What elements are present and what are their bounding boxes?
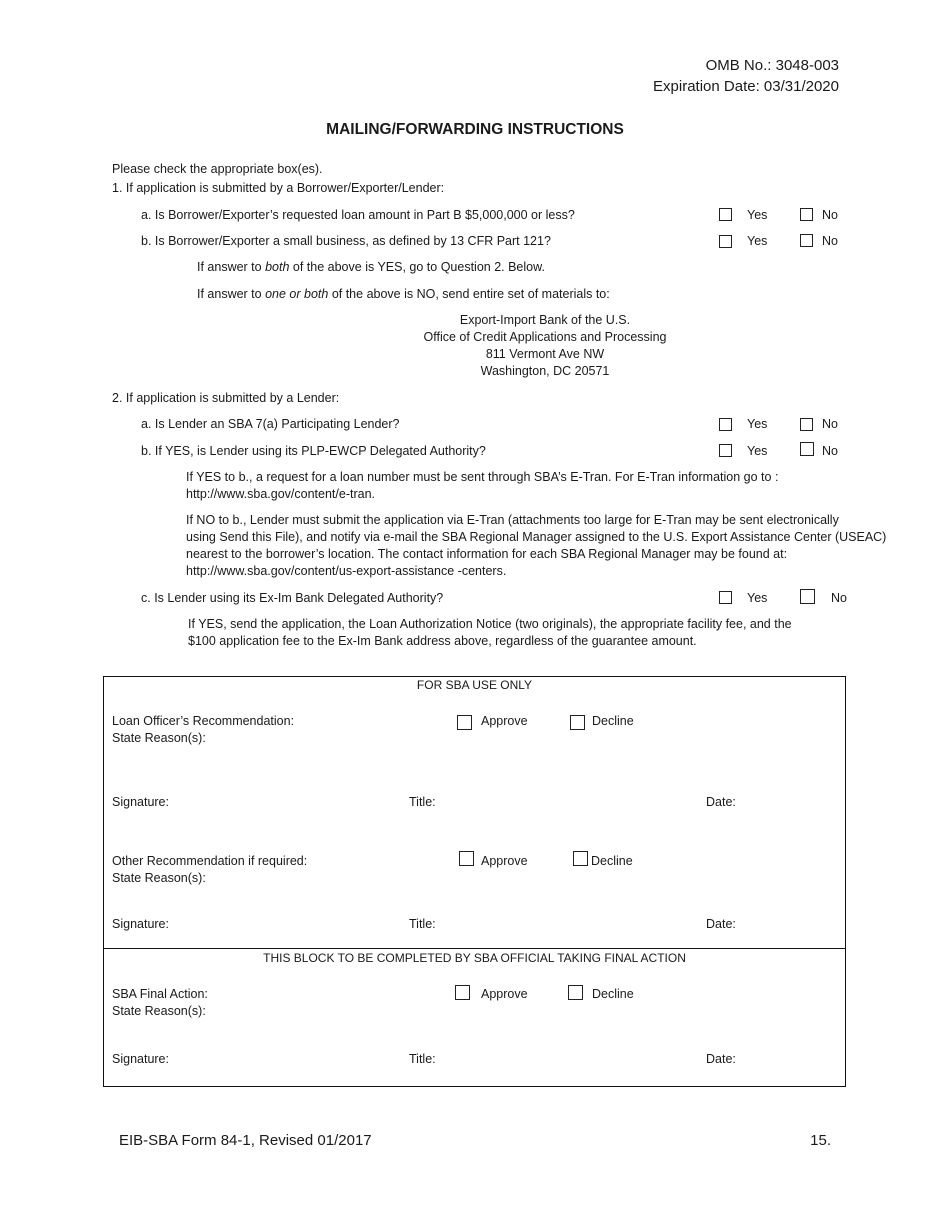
final-action-label: SBA Final Action: bbox=[112, 987, 208, 1001]
final-approve-checkbox[interactable] bbox=[455, 985, 470, 1000]
q2b-no-checkbox[interactable] bbox=[800, 442, 814, 456]
address-line: Office of Credit Applications and Processing bbox=[423, 330, 667, 344]
title-label: Title: bbox=[409, 917, 436, 931]
signature-label: Signature: bbox=[112, 917, 169, 931]
q2b-yes-label: Yes bbox=[747, 444, 768, 458]
loan-officer-label: Loan Officer’s Recommendation: bbox=[112, 714, 295, 728]
q2b-yes-checkbox[interactable] bbox=[719, 444, 732, 457]
q1a-question: a. Is Borrower/Exporter’s requested loan amount in Part B $5,000,000 or less? bbox=[141, 208, 575, 222]
q1a-no-label: No bbox=[822, 208, 838, 222]
page-title: MAILING/FORWARDING INSTRUCTIONS bbox=[326, 121, 624, 138]
signature-label: Signature: bbox=[112, 1052, 169, 1066]
decline-label: Decline bbox=[591, 854, 633, 868]
other-decline-checkbox[interactable] bbox=[573, 851, 588, 866]
q1-note-one-or-both: If answer to one or both of the above is NO, send entire set of materials to: bbox=[197, 287, 610, 301]
omb-number: OMB No.: 3048-003 bbox=[705, 57, 839, 74]
decline-label: Decline bbox=[592, 714, 634, 728]
final-decline-checkbox[interactable] bbox=[568, 985, 583, 1000]
q2c-yes-instruction: If YES, send the application, the Loan Authorization Notice (two originals), the appropriate facility fee, and the bbox=[188, 617, 792, 631]
final-block-heading: THIS BLOCK TO BE COMPLETED BY SBA OFFICIAL TAKING FINAL ACTION bbox=[263, 951, 686, 965]
q1b-no-label: No bbox=[822, 234, 838, 248]
q2b-no-instruction: If NO to b., Lender must submit the application via E-Tran (attachments too large for E-Tran may be sent electronically bbox=[186, 513, 839, 527]
address-line: Washington, DC 20571 bbox=[480, 364, 610, 378]
etran-link[interactable]: http://www.sba.gov/content/e-tran. bbox=[186, 487, 375, 501]
q1b-no-checkbox[interactable] bbox=[800, 234, 813, 247]
q2c-question: c. Is Lender using its Ex-Im Bank Delegated Authority? bbox=[141, 591, 444, 605]
box-divider bbox=[103, 948, 846, 949]
q1a-yes-checkbox[interactable] bbox=[719, 208, 732, 221]
q1-heading: 1. If application is submitted by a Borrower/Exporter/Lender: bbox=[112, 181, 445, 195]
form-id: EIB-SBA Form 84-1, Revised 01/2017 bbox=[119, 1132, 372, 1149]
sba-use-box bbox=[103, 676, 846, 1087]
page-number: 15. bbox=[810, 1132, 831, 1149]
q1b-yes-label: Yes bbox=[747, 234, 768, 248]
date-label: Date: bbox=[706, 917, 736, 931]
expiration-date: Expiration Date: 03/31/2020 bbox=[653, 78, 839, 95]
title-label: Title: bbox=[409, 795, 436, 809]
decline-label: Decline bbox=[592, 987, 634, 1001]
q2c-no-label: No bbox=[831, 591, 847, 605]
q2-heading: 2. If application is submitted by a Lender: bbox=[112, 391, 340, 405]
state-reason-label: State Reason(s): bbox=[112, 871, 206, 885]
q2c-no-checkbox[interactable] bbox=[800, 589, 815, 604]
loan-officer-approve-checkbox[interactable] bbox=[457, 715, 472, 730]
q2a-yes-label: Yes bbox=[747, 417, 768, 431]
q2c-yes-instruction: $100 application fee to the Ex-Im Bank address above, regardless of the guarantee amount. bbox=[188, 634, 697, 648]
useac-link[interactable]: http://www.sba.gov/content/us-export-assistance -centers. bbox=[186, 564, 507, 578]
approve-label: Approve bbox=[481, 854, 528, 868]
address-line: Export-Import Bank of the U.S. bbox=[459, 313, 631, 327]
q2a-no-checkbox[interactable] bbox=[800, 418, 813, 431]
sba-use-heading: FOR SBA USE ONLY bbox=[416, 678, 533, 692]
q2c-yes-checkbox[interactable] bbox=[719, 591, 732, 604]
q2b-no-instruction: using Send this File), and notify via e-mail the SBA Regional Manager assigned to the U.S. Export Assistance Center (USEAC) bbox=[186, 530, 887, 544]
q2a-no-label: No bbox=[822, 417, 838, 431]
q1b-yes-checkbox[interactable] bbox=[719, 235, 732, 248]
q2c-yes-label: Yes bbox=[747, 591, 768, 605]
q2b-no-instruction: nearest to the borrower’s location. The contact information for each SBA Regional Manager may be found at: bbox=[186, 547, 788, 561]
q1b-question: b. Is Borrower/Exporter a small business, as defined by 13 CFR Part 121? bbox=[141, 234, 551, 248]
other-recommendation-label: Other Recommendation if required: bbox=[112, 854, 308, 868]
q2a-yes-checkbox[interactable] bbox=[719, 418, 732, 431]
q2b-yes-instruction: If YES to b., a request for a loan number must be sent through SBA’s E-Tran. For E-Tran information go to : bbox=[186, 470, 779, 484]
date-label: Date: bbox=[706, 795, 736, 809]
approve-label: Approve bbox=[481, 714, 528, 728]
q1a-no-checkbox[interactable] bbox=[800, 208, 813, 221]
state-reason-label: State Reason(s): bbox=[112, 1004, 206, 1018]
address-line: 811 Vermont Ave NW bbox=[485, 347, 605, 361]
q1-note-both: If answer to both of the above is YES, go to Question 2. Below. bbox=[197, 260, 545, 274]
loan-officer-decline-checkbox[interactable] bbox=[570, 715, 585, 730]
intro-text: Please check the appropriate box(es). bbox=[112, 162, 323, 176]
q1a-yes-label: Yes bbox=[747, 208, 768, 222]
q2b-question: b. If YES, is Lender using its PLP-EWCP Delegated Authority? bbox=[141, 444, 486, 458]
q2a-question: a. Is Lender an SBA 7(a) Participating Lender? bbox=[141, 417, 400, 431]
approve-label: Approve bbox=[481, 987, 528, 1001]
date-label: Date: bbox=[706, 1052, 736, 1066]
q2b-no-label: No bbox=[822, 444, 838, 458]
signature-label: Signature: bbox=[112, 795, 169, 809]
state-reason-label: State Reason(s): bbox=[112, 731, 206, 745]
title-label: Title: bbox=[409, 1052, 436, 1066]
other-approve-checkbox[interactable] bbox=[459, 851, 474, 866]
